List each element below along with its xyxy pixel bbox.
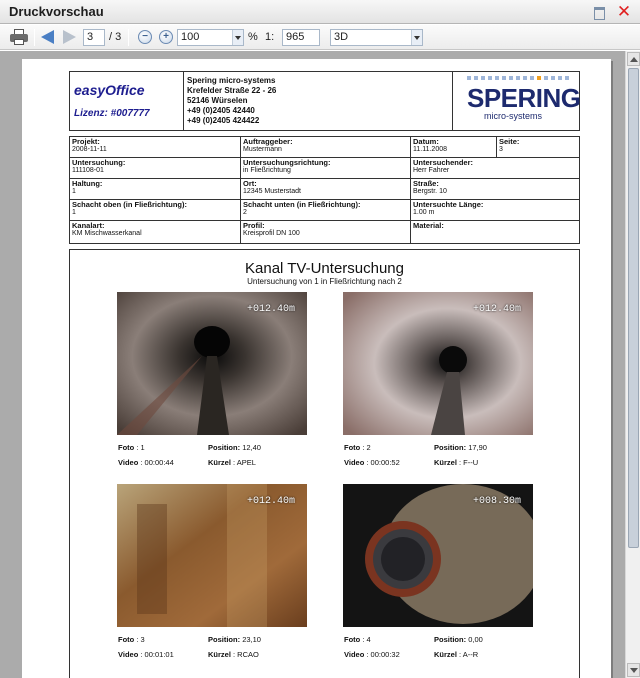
company-address: Spering micro-systems Krefelder Straße 22 - 26 52146 Würselen +49 (0)2405 42440 +49 (0)2405 424422 bbox=[187, 76, 277, 125]
toolbar bbox=[0, 25, 640, 50]
title-bar bbox=[0, 0, 640, 24]
zoom-value: 100 bbox=[181, 31, 200, 43]
photo-1-foto: Foto : 1 bbox=[118, 443, 145, 452]
scrollbar-thumb[interactable] bbox=[628, 68, 639, 548]
toolbar-separator bbox=[34, 29, 35, 46]
richtung-cell: Untersuchungsrichtung: in Fließrichtung bbox=[241, 158, 411, 179]
untersuchung-cell: Untersuchung: 111108-01 bbox=[70, 158, 241, 179]
photo-4-kuerzel: Kürzel : A--R bbox=[434, 650, 479, 659]
profil-cell: Profil: Kreisprofil DN 100 bbox=[241, 221, 411, 243]
photo-3-position: Position: 23,10 bbox=[208, 635, 261, 644]
photo-1-video: Video : 00:00:44 bbox=[118, 458, 174, 467]
photo-2-foto: Foto : 2 bbox=[344, 443, 371, 452]
zoom-in-icon[interactable]: + bbox=[159, 30, 173, 44]
chevron-down-icon[interactable] bbox=[411, 30, 422, 45]
strasse-cell: Straße: Bergstr. 10 bbox=[411, 179, 579, 200]
photo-1-position: Position: 12,40 bbox=[208, 443, 261, 452]
zoom-out-icon[interactable]: − bbox=[138, 30, 152, 44]
inspection-body bbox=[69, 249, 580, 678]
laenge-cell: Untersuchte Länge: 1.00 m bbox=[411, 200, 579, 221]
ort-cell: Ort: 12345 Musterstadt bbox=[241, 179, 411, 200]
next-page-icon[interactable] bbox=[63, 30, 76, 44]
inspection-photo-4[interactable] bbox=[343, 484, 533, 627]
photo-2-position: Position: 17,90 bbox=[434, 443, 487, 452]
chevron-down-icon[interactable] bbox=[232, 30, 243, 45]
untersucher-cell: Untersuchender: Herr Fahrer bbox=[411, 158, 579, 179]
toolbar-separator bbox=[128, 29, 129, 46]
view-mode-value: 3D bbox=[334, 31, 349, 43]
project-info-table bbox=[69, 136, 580, 244]
photo-4-foto: Foto : 4 bbox=[344, 635, 371, 644]
page-total: / 3 bbox=[109, 31, 122, 43]
photo-4-position: Position: 0,00 bbox=[434, 635, 483, 644]
report-title: Kanal TV-Untersuchung bbox=[245, 260, 404, 277]
photo-1-kuerzel: Kürzel : APEL bbox=[208, 458, 256, 467]
haltung-cell: Haltung: 1 bbox=[70, 179, 241, 200]
scale-input[interactable]: 965 bbox=[282, 29, 320, 46]
schacht-oben-cell: Schacht oben (in Fließrichtung): 1 bbox=[70, 200, 241, 221]
photo-4-video: Video : 00:00:32 bbox=[344, 650, 400, 659]
auftraggeber-cell: Auftraggeber: Mustermann bbox=[241, 137, 411, 158]
photo-2-video: Video : 00:00:52 bbox=[344, 458, 400, 467]
photo-2-kuerzel: Kürzel : F--U bbox=[434, 458, 479, 467]
print-icon[interactable] bbox=[10, 29, 28, 45]
license-text: Lizenz: #007777 bbox=[74, 108, 150, 119]
close-icon[interactable]: ✕ bbox=[616, 2, 632, 21]
seite-cell: Seite: 3 bbox=[497, 137, 579, 158]
material-cell: Material: bbox=[413, 221, 444, 230]
product-name: easyOffice bbox=[74, 82, 145, 98]
logo-dots bbox=[467, 76, 575, 82]
zoom-select[interactable] bbox=[177, 29, 244, 46]
zoom-unit: % bbox=[248, 31, 258, 43]
vertical-scrollbar[interactable] bbox=[625, 51, 640, 678]
photo-3-foto: Foto : 3 bbox=[118, 635, 145, 644]
datum-cell: Datum: 11.11.2008 bbox=[411, 137, 497, 158]
photo-overlay: +012.40m bbox=[472, 304, 521, 315]
report-subtitle: Untersuchung von 1 in Fließrichtung nach 2 bbox=[247, 277, 402, 286]
report-page bbox=[22, 59, 611, 678]
preview-area[interactable] bbox=[0, 51, 625, 678]
scale-label: 1: bbox=[265, 31, 275, 43]
view-mode-select[interactable] bbox=[330, 29, 423, 46]
photo-3-video: Video : 00:01:01 bbox=[118, 650, 174, 659]
header-product-cell bbox=[70, 72, 184, 130]
company-logo-subtitle: micro-systems bbox=[484, 111, 542, 121]
schacht-unten-cell: Schacht unten (in Fließrichtung): 2 bbox=[241, 200, 411, 221]
scroll-up-icon[interactable] bbox=[627, 52, 640, 66]
page-number-input[interactable]: 3 bbox=[83, 29, 105, 46]
inspection-photo-1[interactable] bbox=[117, 292, 307, 435]
company-logo: SPERING bbox=[467, 83, 581, 113]
photo-3-kuerzel: Kürzel : RCAO bbox=[208, 650, 259, 659]
previous-page-icon[interactable] bbox=[41, 30, 54, 44]
projekt-cell: Projekt: 2008-11-11 bbox=[70, 137, 241, 158]
kanalart-cell: Kanalart: KM Mischwasserkanal bbox=[70, 221, 241, 243]
inspection-photo-3[interactable] bbox=[117, 484, 307, 627]
inspection-photo-2[interactable] bbox=[343, 292, 533, 435]
photo-overlay: +008.30m bbox=[472, 496, 521, 507]
window-title: Druckvorschau bbox=[9, 4, 104, 19]
photo-overlay: +012.40m bbox=[246, 496, 295, 507]
photo-overlay: +012.40m bbox=[246, 304, 295, 315]
scroll-down-icon[interactable] bbox=[627, 663, 640, 677]
restore-icon[interactable] bbox=[590, 3, 608, 21]
